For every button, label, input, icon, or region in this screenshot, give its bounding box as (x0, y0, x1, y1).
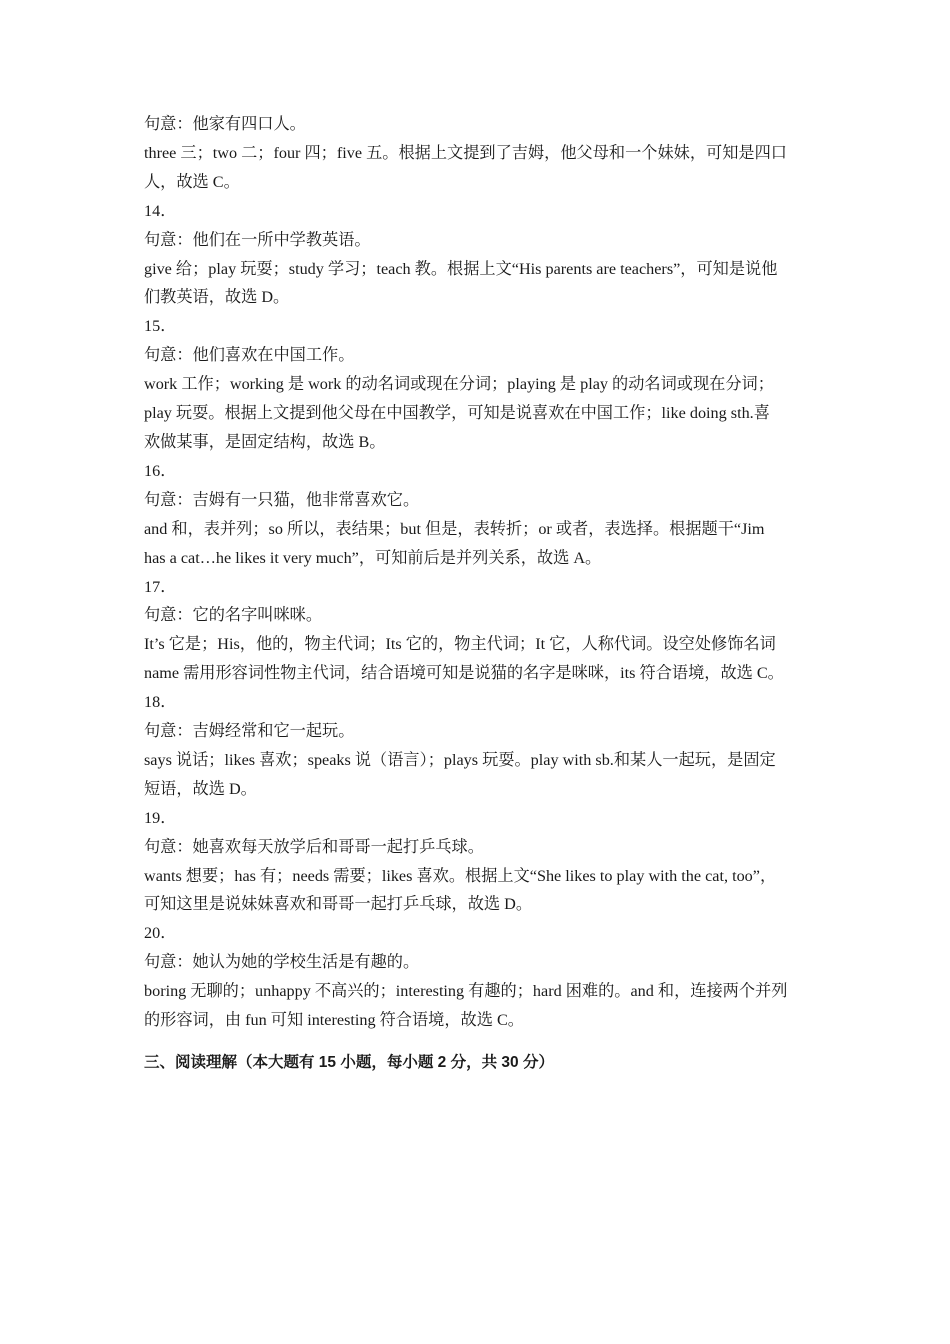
question-number-19: 19． (144, 808, 177, 827)
sentence-meaning-19: 句意：她喜欢每天放学后和哥哥一起打乒乓球。 (144, 837, 484, 856)
question-number-14: 14． (144, 201, 177, 220)
explanation-14-line-1: give 给；play 玩耍；study 学习；teach 教。根据上文“His parents are teachers”，可知是说他 (144, 259, 778, 278)
paragraph-break (144, 1035, 808, 1049)
explanation-17-line-2: name 需用形容词性物主代词，结合语境可知是说猫的名字是咪咪，its 符合语境，故选 C。 (144, 664, 784, 683)
sentence-meaning-15: 句意：他们喜欢在中国工作。 (144, 346, 355, 365)
explanation-18-line-1: says 说话；likes 喜欢；speaks 说（语言）；plays 玩耍。play with sb.和某人一起玩，是固定 (144, 750, 776, 769)
explanation-17-line-1: It’s 它是；His，他的，物主代词；Its 它的，物主代词；It 它，人称代词。设空处修饰名词 (144, 635, 776, 654)
explanation-15-line-2: play 玩耍。根据上文提到他父母在中国教学，可知是说喜欢在中国工作；like doing sth.喜 (144, 404, 770, 423)
explanation-19-line-1: wants 想要；has 有；needs 需要；likes 喜欢。根据上文“She likes to play with the cat, too”， (144, 866, 777, 885)
answer-explanation-page (144, 110, 808, 1077)
sentence-meaning-20: 句意：她认为她的学校生活是有趣的。 (144, 953, 420, 972)
explanation-13-line-2: 人，故选 C。 (144, 172, 240, 191)
explanation-18-line-2: 短语，故选 D。 (144, 779, 257, 798)
question-number-18: 18． (144, 693, 177, 712)
question-number-16: 16． (144, 461, 177, 480)
explanation-15-line-3: 欢做某事，是固定结构，故选 B。 (144, 432, 386, 451)
question-number-20: 20． (144, 924, 177, 943)
explanation-15-line-1: work 工作；working 是 work 的动名词或现在分词；playing 是 play 的动名词或现在分词； (144, 375, 774, 394)
question-number-15: 15． (144, 317, 177, 336)
explanation-20-line-1: boring 无聊的；unhappy 不高兴的；interesting 有趣的；hard 困难的。and 和，连接两个并列 (144, 982, 788, 1001)
explanation-16-line-2: has a cat…he likes it very much”，可知前后是并列关系，故选 A。 (144, 548, 602, 567)
sentence-meaning-14: 句意：他们在一所中学教英语。 (144, 230, 371, 249)
sentence-meaning-17: 句意：它的名字叫咪咪。 (144, 606, 323, 625)
sentence-meaning-18: 句意：吉姆经常和它一起玩。 (144, 722, 355, 741)
explanation-19-line-2: 可知这里是说妹妹喜欢和哥哥一起打乒乓球，故选 D。 (144, 895, 533, 914)
explanation-16-line-1: and 和，表并列；so 所以，表结果；but 但是，表转折；or 或者，表选择。根据题干“Jim (144, 519, 765, 538)
sentence-meaning-16: 句意：吉姆有一只猫，他非常喜欢它。 (144, 490, 420, 509)
explanation-14-line-2: 们教英语，故选 D。 (144, 288, 290, 307)
question-number-17: 17． (144, 577, 177, 596)
section-heading-reading-comprehension: 三、阅读理解（本大题有 15 小题，每小题 2 分，共 30 分） (144, 1054, 554, 1071)
explanation-20-line-2: 的形容词，由 fun 可知 interesting 符合语境，故选 C。 (144, 1011, 524, 1030)
sentence-meaning-13: 句意：他家有四口人。 (144, 115, 306, 133)
explanation-13-line-1: three 三；two 二；four 四；five 五。根据上文提到了吉姆，他父母和一个妹妹，可知是四口 (144, 143, 787, 162)
